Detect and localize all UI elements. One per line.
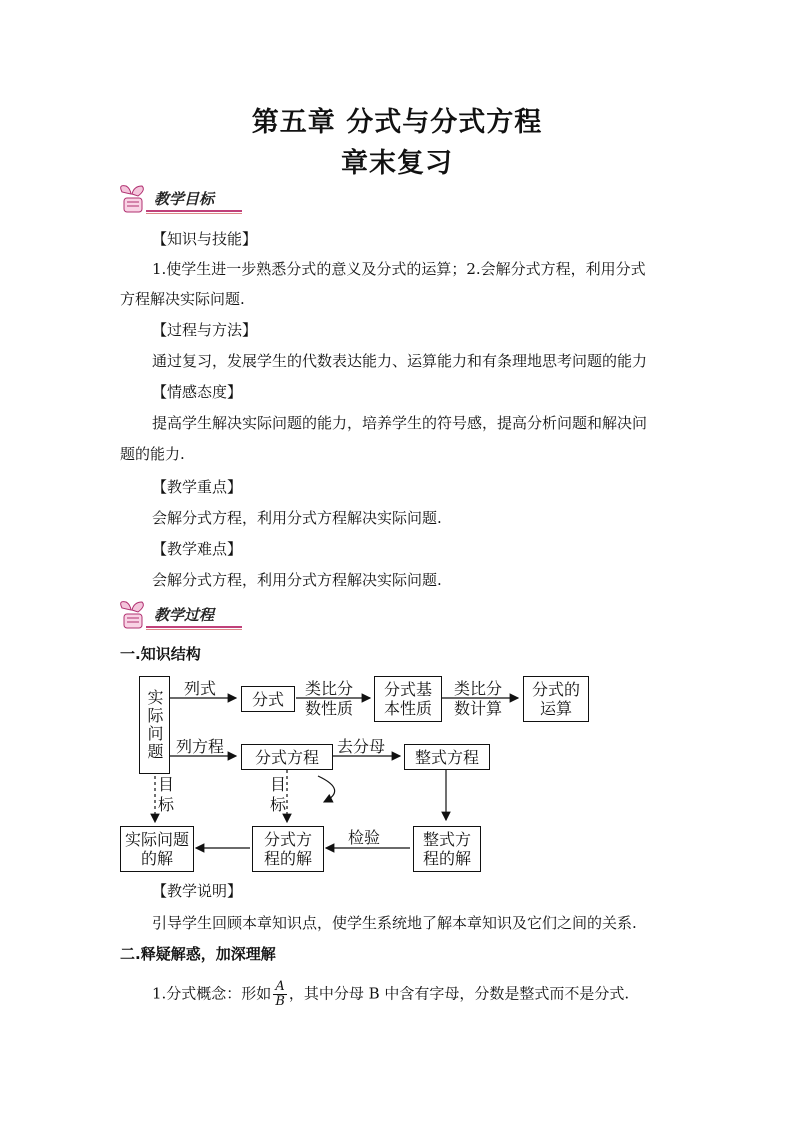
page-subtitle: 章末复习 — [341, 148, 453, 179]
label-analogy2-b: 数计算 — [454, 699, 503, 718]
emotion-line2: 题的能力. — [120, 445, 185, 463]
item1-suffix: ，其中分母 B 中含有字母，分数是整式而不是分式. — [288, 984, 630, 1003]
note-head: 【教学说明】 — [152, 882, 243, 900]
label-qufenmu: 去分母 — [337, 737, 386, 756]
section-goals-label: 教学目标 — [154, 190, 215, 208]
box-fraction-equation: 分式方程 — [241, 744, 333, 770]
difficult-line1: 会解分式方程，利用分式方程解决实际问题. — [152, 571, 442, 589]
section-process-label: 教学过程 — [154, 606, 215, 624]
difficult-head: 【教学难点】 — [152, 540, 243, 558]
part2-item1 — [152, 980, 629, 1009]
label-mubiao2-a: 目 — [270, 775, 287, 794]
method-head: 【过程与方法】 — [152, 321, 258, 339]
label-analogy1-a: 类比分 — [305, 679, 354, 698]
emotion-line1: 提高学生解决实际问题的能力，培养学生的符号感，提高分析问题和解决问 — [152, 414, 648, 432]
box-operations: 分式的运算 — [523, 676, 589, 722]
label-analogy2-a: 类比分 — [454, 679, 503, 698]
box-integral-solution: 整式方程的解 — [413, 826, 481, 872]
label-mubiao1-b: 标 — [158, 795, 175, 814]
box-real-solution: 实际问题的解 — [120, 826, 194, 872]
butterfly-icon — [116, 598, 150, 632]
knowledge-head: 【知识与技能】 — [152, 230, 258, 248]
label-lifangcheng: 列方程 — [176, 737, 225, 756]
emotion-head: 【情感态度】 — [152, 383, 243, 401]
label-analogy1-b: 数性质 — [305, 699, 354, 718]
fraction-numerator: A — [273, 980, 287, 995]
butterfly-icon — [116, 182, 150, 216]
arrow-curve — [318, 776, 335, 802]
key-line1: 会解分式方程，利用分式方程解决实际问题. — [152, 509, 442, 527]
note-line1: 引导学生回顾本章知识点，使学生系统地了解本章知识及它们之间的关系. — [152, 914, 637, 932]
fraction-a-over-b — [273, 980, 287, 1009]
label-mubiao2-b: 标 — [270, 795, 287, 814]
box-fraction: 分式 — [241, 686, 295, 712]
box-real-problem: 实际问题 — [139, 676, 170, 774]
method-line1: 通过复习，发展学生的代数表达能力、运算能力和有条理地思考问题的能力 — [152, 352, 648, 370]
knowledge-line1: 1.使学生进一步熟悉分式的意义及分式的运算；2.会解分式方程，利用分式 — [152, 260, 646, 278]
label-jianyan: 检验 — [348, 828, 381, 847]
item1-prefix: 1.分式概念：形如 — [152, 984, 272, 1003]
key-head: 【教学重点】 — [152, 478, 243, 496]
part2-heading: 二.释疑解惑，加深理解 — [120, 945, 276, 963]
section-goals-header — [116, 182, 246, 216]
section-process-header — [116, 598, 246, 632]
knowledge-line2: 方程解决实际问题. — [120, 290, 245, 308]
page-title: 第五章 分式与分式方程 — [251, 107, 543, 138]
label-lieshi: 列式 — [184, 679, 217, 698]
box-fraction-solution: 分式方程的解 — [252, 826, 324, 872]
box-integral-equation: 整式方程 — [404, 744, 490, 770]
part1-heading: 一.知识结构 — [120, 645, 201, 663]
box-basic-property: 分式基本性质 — [374, 676, 442, 722]
label-mubiao1-a: 目 — [158, 775, 175, 794]
fraction-denominator: B — [275, 994, 285, 1009]
